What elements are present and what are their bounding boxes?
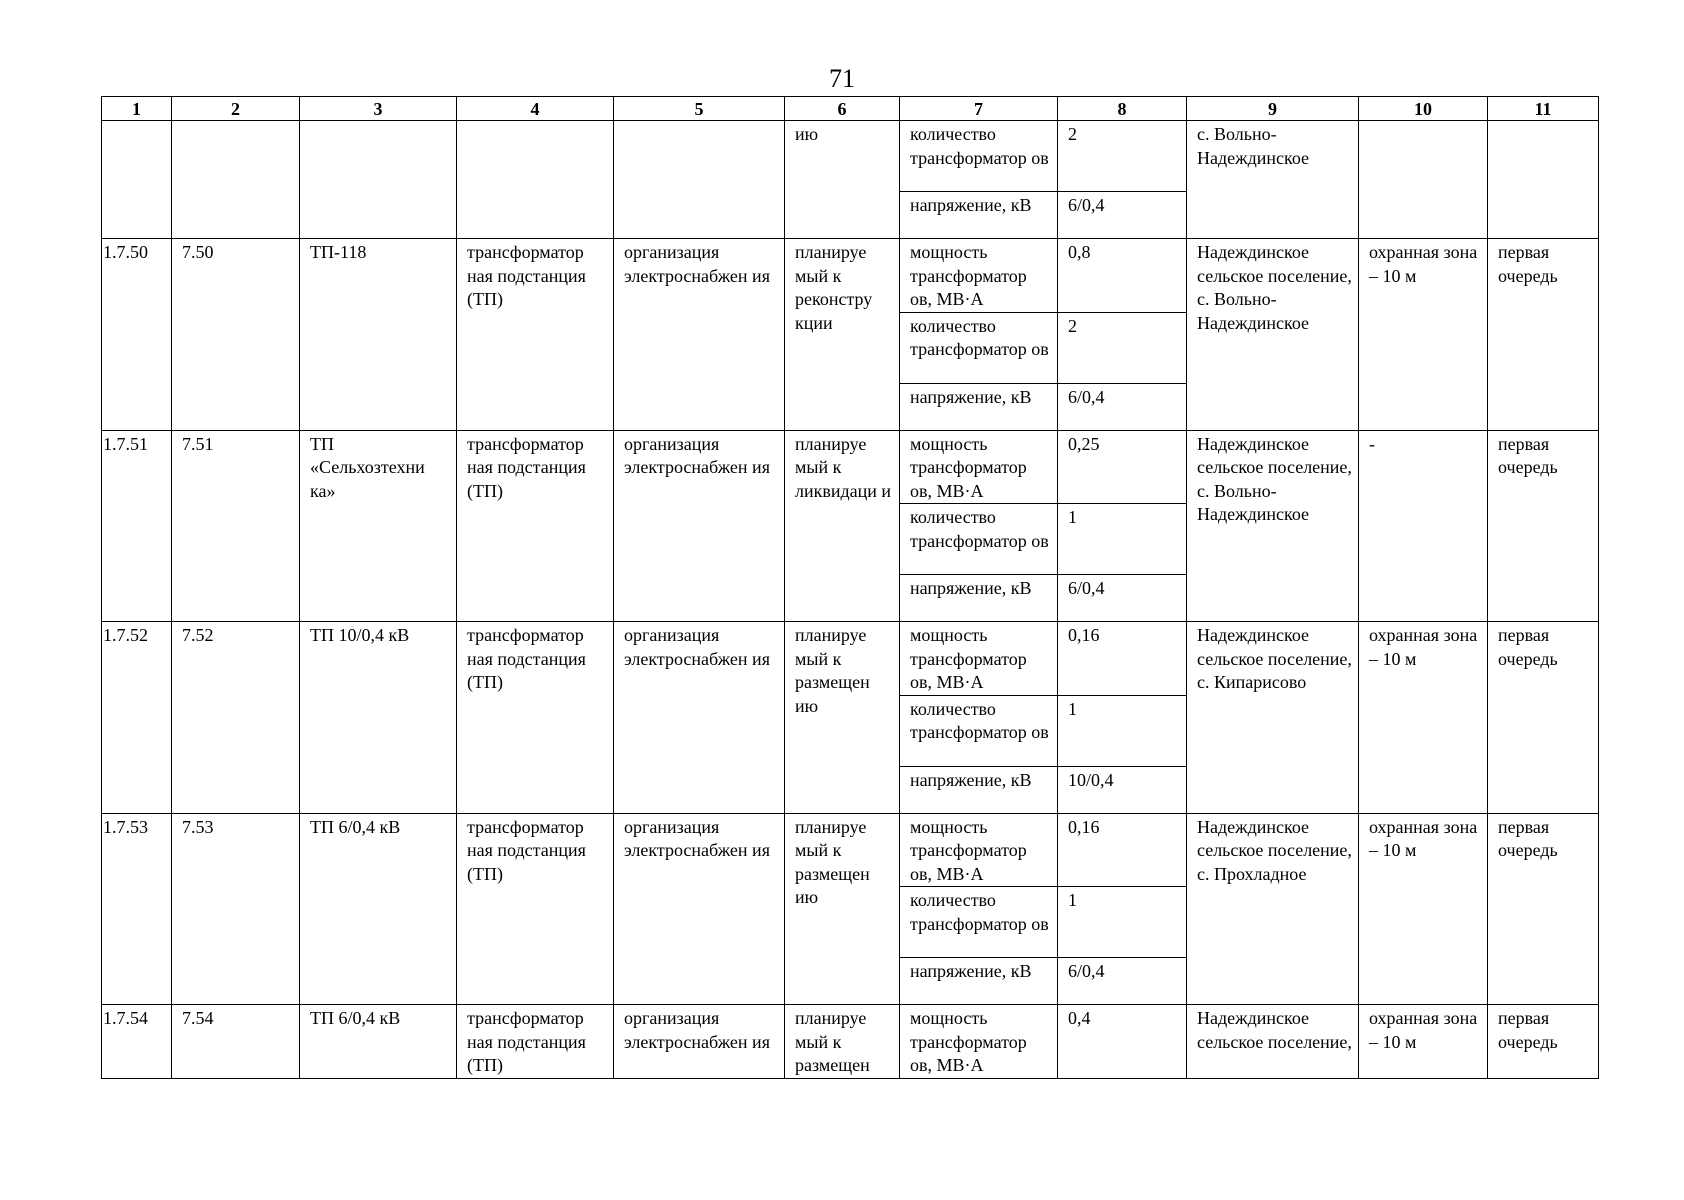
- cell-name: ТП «Сельхозтехни ка»: [300, 430, 457, 622]
- cell-code: 7.54: [172, 1005, 300, 1079]
- cell-param-value: 1: [1058, 695, 1187, 766]
- header-cell: 9: [1187, 97, 1359, 121]
- cell-name: ТП 6/0,4 кВ: [300, 1005, 457, 1079]
- table-row: [102, 622, 1599, 696]
- cell-type: трансформатор ная подстанция (ТП): [457, 1005, 614, 1079]
- cell-status: планируе мый к размещен ию: [785, 622, 900, 814]
- cell-type: трансформатор ная подстанция (ТП): [457, 622, 614, 814]
- cell-empty: [1359, 121, 1488, 239]
- cell-status: планируе мый к ликвидаци и: [785, 430, 900, 622]
- cell-param-name: мощность трансформатор ов, МВ·А: [900, 430, 1058, 504]
- cell-location: Надеждинское сельское поселение, с. Прохладное: [1187, 813, 1359, 1005]
- cell-status: планируе мый к размещен ию: [785, 813, 900, 1005]
- cell-empty: [457, 121, 614, 239]
- cell-status: планируе мый к размещен: [785, 1005, 900, 1079]
- cell-num: 1.7.51: [102, 430, 172, 622]
- cell-name: ТП 6/0,4 кВ: [300, 813, 457, 1005]
- cell-purpose: организация электроснабжен ия: [614, 1005, 785, 1079]
- cell-queue: первая очередь: [1488, 1005, 1599, 1079]
- cell-status: планируе мый к реконстру кции: [785, 239, 900, 431]
- cell-code: 7.53: [172, 813, 300, 1005]
- cell-empty: [172, 121, 300, 239]
- cell-param-name: мощность трансформатор ов, МВ·А: [900, 1005, 1058, 1079]
- cell-code: 7.52: [172, 622, 300, 814]
- cell-name: ТП 10/0,4 кВ: [300, 622, 457, 814]
- header-cell: 5: [614, 97, 785, 121]
- table-row: [102, 430, 1599, 504]
- cell-param-value: 6/0,4: [1058, 575, 1187, 622]
- cell-param-value: 1: [1058, 887, 1187, 958]
- header-cell: 11: [1488, 97, 1599, 121]
- cell-param-name: напряжение, кВ: [900, 766, 1058, 813]
- cell-param-name: напряжение, кВ: [900, 192, 1058, 239]
- cell-param-value: 6/0,4: [1058, 192, 1187, 239]
- header-cell: 6: [785, 97, 900, 121]
- header-cell: 7: [900, 97, 1058, 121]
- cell-purpose: организация электроснабжен ия: [614, 430, 785, 622]
- cell-queue: первая очередь: [1488, 430, 1599, 622]
- cell-num: 1.7.52: [102, 622, 172, 814]
- cell-param-name: мощность трансформатор ов, МВ·А: [900, 622, 1058, 696]
- table-row: [102, 1005, 1599, 1079]
- cell-num: 1.7.54: [102, 1005, 172, 1079]
- cell-location: Надеждинское сельское поселение, с. Вольно-Надеждинское: [1187, 239, 1359, 431]
- cell-zone: -: [1359, 430, 1488, 622]
- cell-location: с. Вольно-Надеждинское: [1187, 121, 1359, 239]
- cell-location: Надеждинское сельское поселение,: [1187, 1005, 1359, 1079]
- cell-param-name: мощность трансформатор ов, МВ·А: [900, 239, 1058, 313]
- header-row: [102, 97, 1599, 121]
- cell-empty: [102, 121, 172, 239]
- page-number: 71: [829, 64, 855, 93]
- cell-purpose: организация электроснабжен ия: [614, 813, 785, 1005]
- cell-code: 7.51: [172, 430, 300, 622]
- cell-param-value: 0,16: [1058, 622, 1187, 696]
- cell-queue: первая очередь: [1488, 622, 1599, 814]
- header-cell: 1: [102, 97, 172, 121]
- header-cell: 2: [172, 97, 300, 121]
- cell-param-value: 10/0,4: [1058, 766, 1187, 813]
- cell-param-value: 6/0,4: [1058, 383, 1187, 430]
- header-cell: 4: [457, 97, 614, 121]
- infrastructure-table: [101, 96, 1599, 1079]
- cell-param-value: 0,25: [1058, 430, 1187, 504]
- cell-param-name: напряжение, кВ: [900, 383, 1058, 430]
- cell-type: трансформатор ная подстанция (ТП): [457, 813, 614, 1005]
- cell-code: 7.50: [172, 239, 300, 431]
- cell-param-name: количество трансформатор ов: [900, 504, 1058, 575]
- cell-purpose: организация электроснабжен ия: [614, 239, 785, 431]
- cell-param-value: 0,8: [1058, 239, 1187, 313]
- cell-queue: первая очередь: [1488, 813, 1599, 1005]
- header-cell: 10: [1359, 97, 1488, 121]
- cell-zone: охранная зона – 10 м: [1359, 239, 1488, 431]
- cell-name: ТП-118: [300, 239, 457, 431]
- cell-location: Надеждинское сельское поселение, с. Кипарисово: [1187, 622, 1359, 814]
- cell-param-value: 0,4: [1058, 1005, 1187, 1079]
- cell-empty: [300, 121, 457, 239]
- cell-param-value: 2: [1058, 121, 1187, 192]
- cell-param-name: количество трансформатор ов: [900, 695, 1058, 766]
- cell-empty: [614, 121, 785, 239]
- cell-param-name: количество трансформатор ов: [900, 312, 1058, 383]
- cell-type: трансформатор ная подстанция (ТП): [457, 239, 614, 431]
- cell-param-name: напряжение, кВ: [900, 575, 1058, 622]
- cell-location: Надеждинское сельское поселение, с. Вольно-Надеждинское: [1187, 430, 1359, 622]
- cell-param-name: количество трансформатор ов: [900, 887, 1058, 958]
- cell-param-value: 0,16: [1058, 813, 1187, 887]
- cell-type: трансформатор ная подстанция (ТП): [457, 430, 614, 622]
- cell-empty: [1488, 121, 1599, 239]
- header-cell: 8: [1058, 97, 1187, 121]
- table-row: [102, 813, 1599, 887]
- cell-purpose: организация электроснабжен ия: [614, 622, 785, 814]
- cell-param-name: напряжение, кВ: [900, 958, 1058, 1005]
- cell-status: ию: [785, 121, 900, 239]
- cell-zone: охранная зона – 10 м: [1359, 813, 1488, 1005]
- cell-queue: первая очередь: [1488, 239, 1599, 431]
- cell-num: 1.7.50: [102, 239, 172, 431]
- cell-param-value: 6/0,4: [1058, 958, 1187, 1005]
- cell-param-value: 1: [1058, 504, 1187, 575]
- cell-param-name: мощность трансформатор ов, МВ·А: [900, 813, 1058, 887]
- continuation-row: [102, 121, 1599, 192]
- cell-param-value: 2: [1058, 312, 1187, 383]
- cell-zone: охранная зона – 10 м: [1359, 622, 1488, 814]
- cell-zone: охранная зона – 10 м: [1359, 1005, 1488, 1079]
- cell-num: 1.7.53: [102, 813, 172, 1005]
- header-cell: 3: [300, 97, 457, 121]
- table-row: [102, 239, 1599, 313]
- cell-param-name: количество трансформатор ов: [900, 121, 1058, 192]
